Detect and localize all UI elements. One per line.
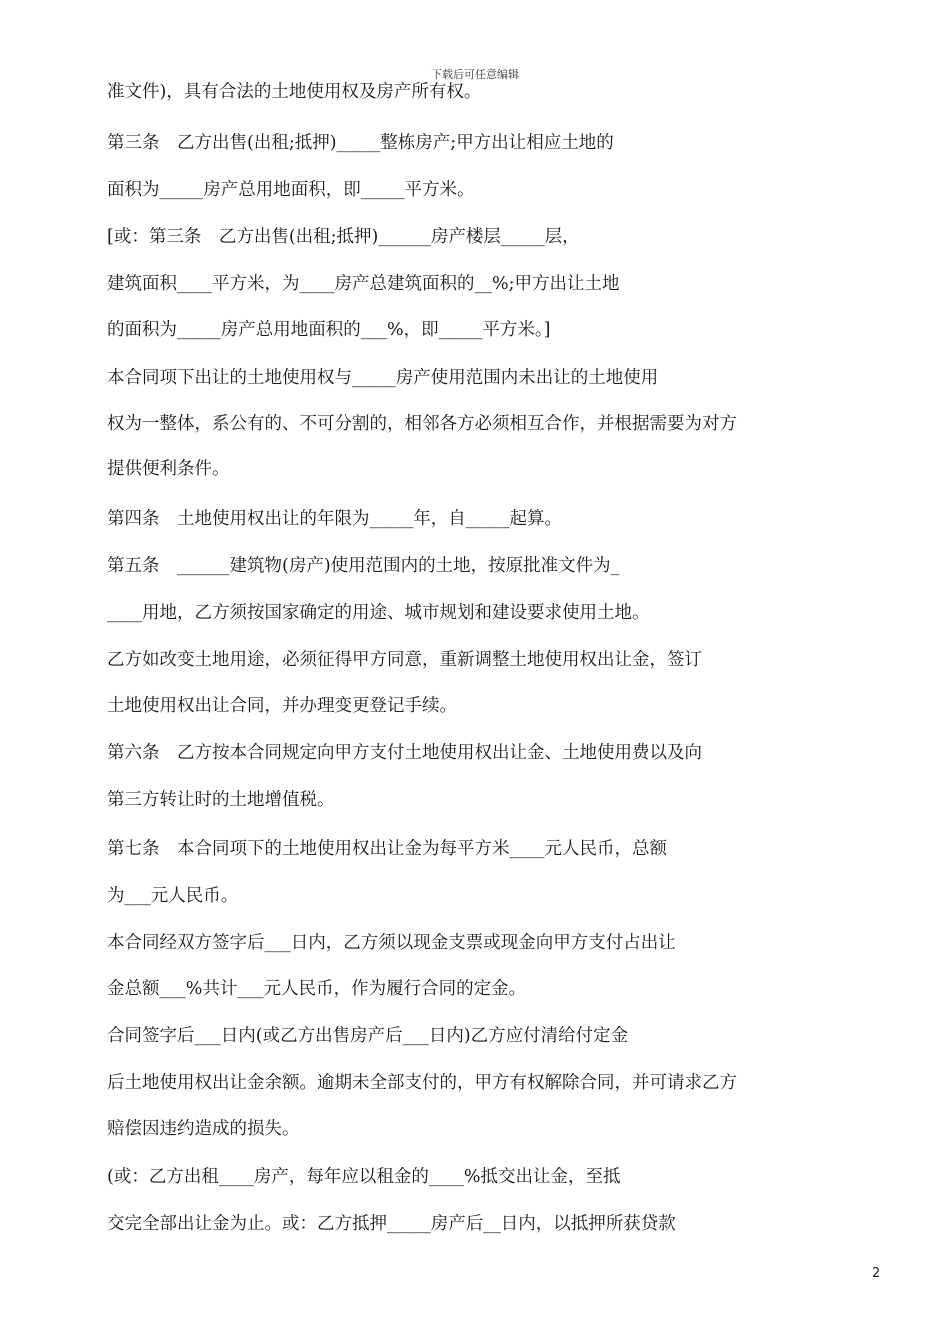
text-line: 金总额___%共计___元人民币，作为履行合同的定金。: [107, 979, 527, 999]
text-line: 第三条 乙方出售(出租;抵押)_____整栋房产;甲方出让相应土地的: [107, 133, 614, 153]
text-line: 第五条 ______建筑物(房产)使用范围内的土地，按原批准文件为_: [107, 556, 620, 576]
text-line: 面积为_____房产总用地面积，即_____平方米。: [107, 180, 475, 200]
text-line: (或：乙方出租____房产，每年应以租金的____%抵交出让金，至抵: [107, 1167, 621, 1187]
text-line: 赔偿因违约造成的损失。: [107, 1119, 300, 1139]
text-line: 交完全部出让金为止。或：乙方抵押_____房产后__日内，以抵押所获贷款: [107, 1214, 676, 1234]
text-line: 第六条 乙方按本合同规定向甲方支付土地使用权出让金、土地使用费以及向: [107, 743, 702, 763]
text-line: [或：第三条 乙方出售(出租;抵押)______房产楼层_____层，: [107, 227, 580, 247]
text-line: 本合同项下出让的土地使用权与_____房产使用范围内未出让的土地使用: [107, 368, 659, 388]
text-line: ____用地，乙方须按国家确定的用途、城市规划和建设要求使用土地。: [107, 603, 650, 623]
text-line: 第三方转让时的土地增值税。: [107, 790, 335, 810]
text-line: 第七条 本合同项下的土地使用权出让金为每平方米____元人民币，总额: [107, 839, 667, 859]
text-line: 建筑面积____平方米，为____房产总建筑面积的__%;甲方出让土地: [107, 274, 620, 294]
page-header-note: 下载后可任意编辑: [431, 68, 519, 81]
text-line: 的面积为_____房产总用地面积的___%，即_____平方米。]: [107, 320, 551, 340]
text-line: 提供便利条件。: [107, 459, 230, 479]
text-line: 土地使用权出让合同，并办理变更登记手续。: [107, 696, 457, 716]
text-line: 准文件)，具有合法的土地使用权及房产所有权。: [107, 82, 482, 102]
text-line: 第四条 土地使用权出让的年限为_____年，自_____起算。: [107, 509, 562, 529]
text-line: 乙方如改变土地用途，必须征得甲方同意，重新调整土地使用权出让金，签订: [107, 650, 702, 670]
text-line: 为___元人民币。: [107, 886, 239, 906]
text-line: 权为一整体，系公有的、不可分割的，相邻各方必须相互合作，并根据需要为对方: [107, 414, 737, 434]
page-number: 2: [872, 1266, 881, 1281]
text-line: 后土地使用权出让金余额。逾期未全部支付的，甲方有权解除合同，并可请求乙方: [107, 1073, 737, 1093]
text-line: 本合同经双方签字后___日内，乙方须以现金支票或现金向甲方支付占出让: [107, 933, 676, 953]
text-line: 合同签字后___日内(或乙方出售房产后___日内)乙方应付清给付定金: [107, 1026, 629, 1046]
